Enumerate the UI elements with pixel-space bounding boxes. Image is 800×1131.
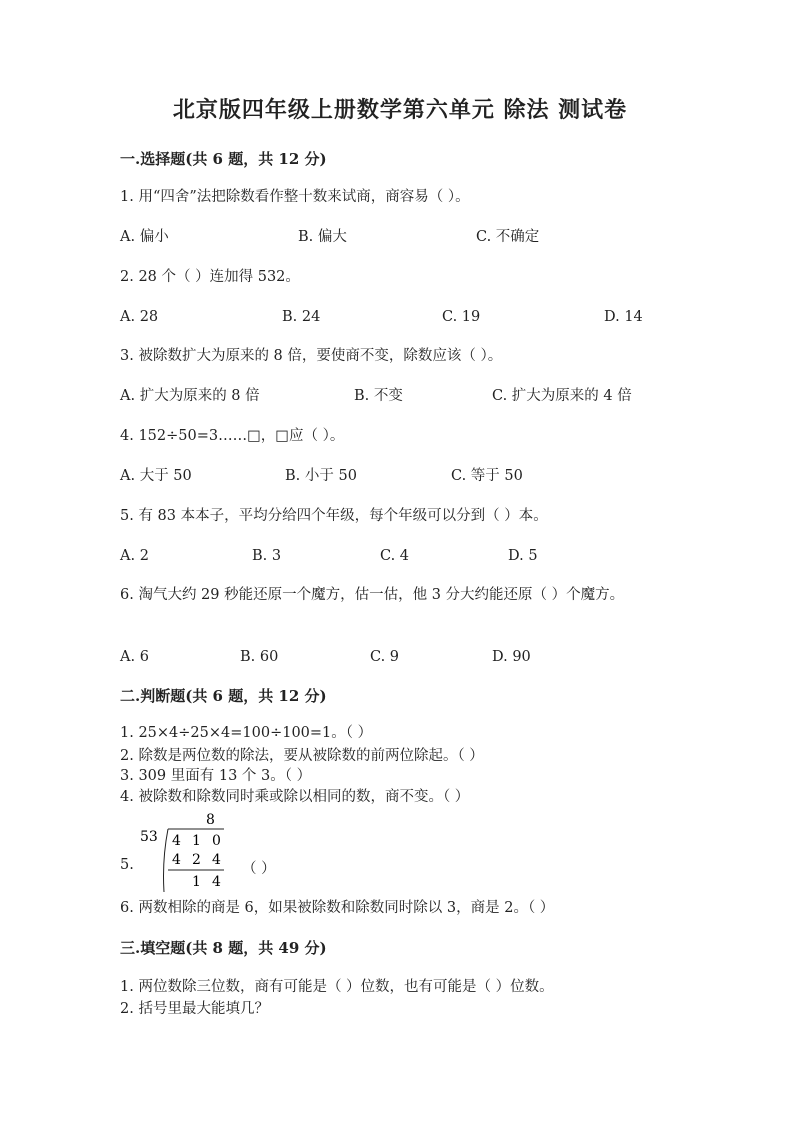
question-1-2: 2. 28 个（ ）连加得 532。 — [120, 269, 300, 285]
options-1-2 — [120, 306, 680, 328]
question-1-6: 6. 淘气大约 29 秒能还原一个魔方，估一估，他 3 分大约能还原（ ）个魔方。 — [120, 587, 625, 603]
divisor: 53 — [140, 829, 158, 845]
options-1-4 — [120, 465, 680, 487]
option-a: A. 28 — [120, 309, 159, 325]
judge-item-5 — [120, 810, 340, 894]
option-a: A. 偏小 — [120, 229, 169, 245]
option-a: A. 2 — [120, 548, 149, 564]
option-a: A. 6 — [120, 649, 149, 665]
options-1-6 — [120, 646, 680, 668]
section-heading-judge: 二.判断题(共 6 题，共 12 分) — [120, 687, 327, 705]
question-1-3: 3. 被除数扩大为原来的 8 倍，要使商不变，除数应该（ ）。 — [120, 348, 503, 364]
judge-item-2: 2. 除数是两位数的除法，要从被除数的前两位除起。（ ） — [120, 748, 484, 764]
option-b: B. 3 — [252, 548, 282, 564]
options-1-1 — [120, 226, 680, 248]
option-a: A. 大于 50 — [120, 468, 192, 484]
judge-item-4: 4. 被除数和除数同时乘或除以相同的数，商不变。（ ） — [120, 789, 470, 805]
remainder-digit: 1 — [192, 874, 201, 890]
options-1-5 — [120, 545, 680, 567]
question-1-4: 4. 152÷50=3……□，□应（ ）。 — [120, 428, 345, 444]
option-c: C. 等于 50 — [451, 468, 523, 484]
dividend-digit: 0 — [212, 833, 221, 849]
dividend-digit: 1 — [192, 833, 201, 849]
product-digit: 2 — [192, 852, 201, 868]
product-digit: 4 — [172, 852, 181, 868]
option-c: C. 19 — [442, 309, 481, 325]
section-heading-choice: 一.选择题(共 6 题，共 12 分) — [120, 150, 327, 168]
judge-item-1: 1. 25×4÷25×4=100÷100=1。（ ） — [120, 725, 373, 741]
option-b: B. 不变 — [354, 388, 403, 404]
question-1-1: 1. 用“四舍”法把除数看作整十数来试商，商容易（ ）。 — [120, 189, 470, 205]
judge-item-5-paren: （ ） — [242, 861, 276, 877]
section-heading-fill: 三.填空题(共 8 题，共 49 分) — [120, 939, 327, 957]
remainder-digit: 4 — [212, 874, 221, 890]
option-d: D. 14 — [604, 309, 643, 325]
dividend-digit: 4 — [172, 833, 181, 849]
judge-item-3: 3. 309 里面有 13 个 3。（ ） — [120, 768, 312, 784]
option-b: B. 小于 50 — [285, 468, 357, 484]
option-b: B. 60 — [240, 649, 279, 665]
option-b: B. 偏大 — [298, 229, 347, 245]
option-a: A. 扩大为原来的 8 倍 — [120, 388, 260, 404]
page-title: 北京版四年级上册数学第六单元 除法 测试卷 — [172, 97, 628, 123]
options-1-3 — [120, 385, 680, 407]
question-1-5: 5. 有 83 本本子，平均分给四个年级，每个年级可以分到（ ）本。 — [120, 508, 548, 524]
option-b: B. 24 — [282, 309, 321, 325]
judge-item-5-label: 5. — [120, 857, 134, 873]
fill-item-2: 2. 括号里最大能填几？ — [120, 1001, 269, 1017]
option-c: C. 扩大为原来的 4 倍 — [492, 388, 632, 404]
option-c: C. 9 — [370, 649, 400, 665]
option-d: D. 90 — [492, 649, 531, 665]
fill-item-1: 1. 两位数除三位数，商有可能是（ ）位数，也有可能是（ ）位数。 — [120, 979, 554, 995]
option-d: D. 5 — [508, 548, 538, 564]
option-c: C. 4 — [380, 548, 410, 564]
judge-item-6: 6. 两数相除的商是 6，如果被除数和除数同时除以 3，商是 2。（ ） — [120, 900, 555, 916]
quotient-digit: 8 — [206, 812, 215, 828]
division-bracket — [164, 829, 169, 892]
option-c: C. 不确定 — [476, 229, 540, 245]
long-division-figure — [140, 810, 230, 894]
product-digit: 4 — [212, 852, 221, 868]
